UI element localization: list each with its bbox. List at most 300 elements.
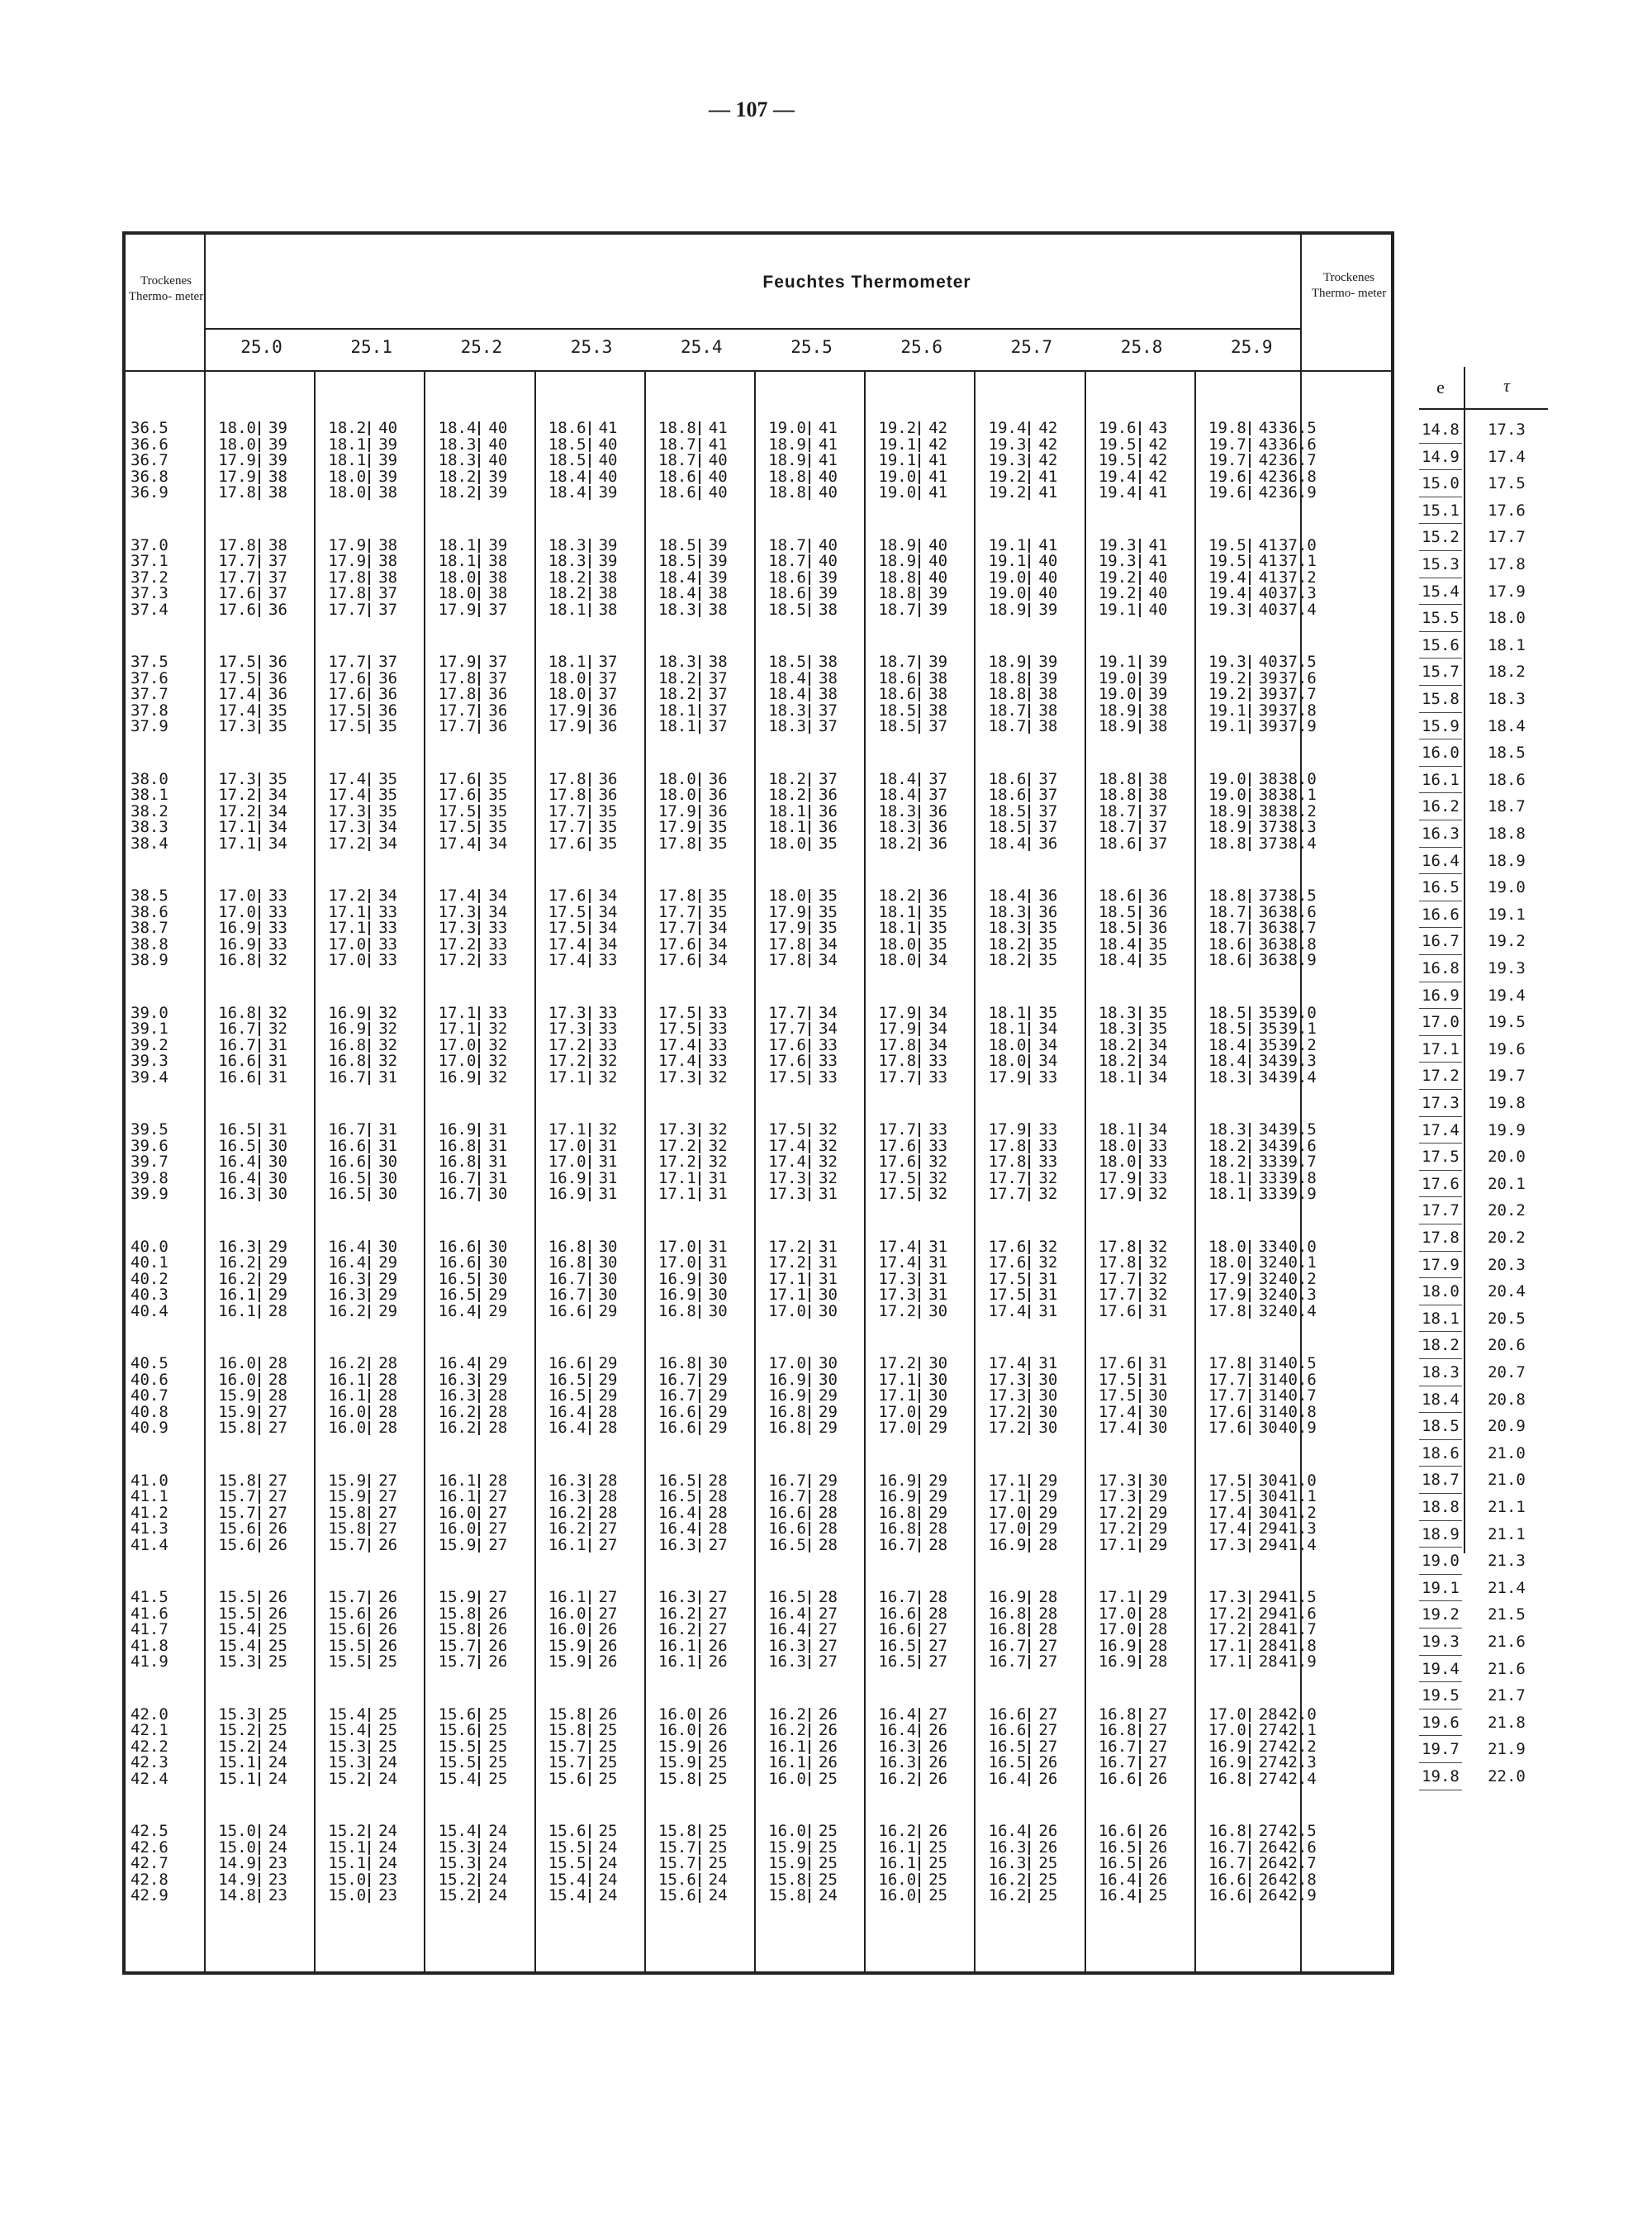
humidity-value: 27 <box>1038 1721 1058 1740</box>
cell-separator <box>919 486 920 500</box>
dewpoint-value: 17.6 <box>328 668 367 687</box>
cell-separator <box>699 1607 700 1621</box>
side-table-row <box>1419 1359 1548 1386</box>
dewpoint-value: 18.0 <box>1208 1237 1246 1256</box>
dewpoint-value: 17.0 <box>1208 1721 1246 1740</box>
dewpoint-value: 16.8 <box>438 1153 477 1172</box>
humidity-value: 28 <box>268 1386 287 1405</box>
cell-separator <box>1249 603 1251 617</box>
humidity-value: 39 <box>819 568 838 587</box>
dewpoint-value: 18.4 <box>658 584 696 603</box>
cell-separator <box>589 1708 591 1722</box>
dewpoint-value: 19.5 <box>1098 451 1137 470</box>
humidity-value: 37 <box>1258 887 1278 905</box>
cell-separator <box>1028 1841 1030 1855</box>
humidity-value: 25 <box>378 1737 398 1756</box>
humidity-value: 26 <box>598 1620 618 1639</box>
humidity-value: 37 <box>1038 786 1058 805</box>
dewpoint-value: 18.1 <box>1208 1185 1246 1204</box>
dewpoint-value: 18.7 <box>878 653 917 671</box>
cell-separator <box>478 837 480 851</box>
cell-separator <box>1028 1357 1030 1371</box>
cell-separator <box>589 470 591 484</box>
dewpoint-value: 18.0 <box>1208 1253 1246 1272</box>
humidity-value: 42 <box>1258 483 1278 502</box>
dewpoint-value: 19.3 <box>1098 535 1137 554</box>
humidity-value: 41 <box>1148 483 1168 502</box>
humidity-value: 36 <box>268 685 287 704</box>
cell-separator <box>478 953 480 968</box>
dewpoint-value: 18.3 <box>878 818 917 837</box>
humidity-value: 39 <box>378 451 398 470</box>
cell-separator <box>589 906 591 920</box>
cell-separator <box>589 1240 591 1254</box>
dewpoint-value: 17.7 <box>878 1067 917 1086</box>
dewpoint-value: 18.4 <box>988 834 1027 853</box>
vapor-pressure-e: 18.0 <box>1422 1282 1460 1301</box>
cell-separator <box>809 1139 810 1153</box>
humidity-value: 27 <box>488 1535 508 1554</box>
dewpoint-value: 16.2 <box>328 1301 367 1320</box>
dry-temp-right: 42.0 <box>1279 1705 1317 1724</box>
humidity-value: 38 <box>378 483 398 502</box>
cell-separator <box>1028 1639 1030 1653</box>
cell-separator <box>589 820 591 834</box>
cell-separator <box>919 438 920 452</box>
cell-separator <box>259 1022 260 1036</box>
dewpoint-value: 17.7 <box>878 1120 917 1139</box>
humidity-value: 26 <box>928 1753 948 1772</box>
cell-separator <box>589 554 591 568</box>
humidity-value: 27 <box>1258 1737 1278 1756</box>
dewpoint-value: 17.8 <box>218 535 256 554</box>
humidity-value: 37 <box>708 701 728 720</box>
dewpoint-value: 17.7 <box>1098 1286 1137 1305</box>
cell-separator <box>699 837 700 851</box>
humidity-value: 28 <box>928 1588 948 1606</box>
dewpoint-value: 17.4 <box>218 685 256 704</box>
dewpoint-value: 18.1 <box>1098 1067 1137 1086</box>
cell-separator <box>919 1522 920 1536</box>
humidity-value: 32 <box>708 1120 728 1139</box>
dewpoint-value: 18.4 <box>1098 934 1137 953</box>
humidity-value: 33 <box>708 1052 728 1071</box>
dewpoint-value: 18.4 <box>1098 951 1137 970</box>
vapor-pressure-e: 17.4 <box>1422 1120 1460 1139</box>
humidity-value: 30 <box>1038 1402 1058 1421</box>
cell-separator <box>368 438 370 452</box>
humidity-value: 26 <box>488 1636 508 1655</box>
dewpoint-value: 15.3 <box>218 1705 256 1724</box>
dewpoint-value: 17.4 <box>1208 1503 1246 1522</box>
cell-separator <box>809 1373 810 1387</box>
humidity-value: 31 <box>598 1153 618 1172</box>
dewpoint-value: 18.2 <box>658 668 696 687</box>
cell-separator <box>1028 1490 1030 1504</box>
humidity-value: 28 <box>1038 1535 1058 1554</box>
dewpoint-value: 17.1 <box>988 1487 1027 1506</box>
side-table-row <box>1419 1144 1548 1171</box>
dewpoint-value: 17.3 <box>1098 1487 1137 1506</box>
cell-separator <box>1028 1405 1030 1419</box>
dewpoint-value: 16.7 <box>988 1636 1027 1655</box>
cell-separator <box>1028 1187 1030 1201</box>
dry-temp-left: 42.2 <box>131 1737 169 1756</box>
humidity-value: 40 <box>598 451 618 470</box>
humidity-value: 27 <box>708 1535 728 1554</box>
dewpoint-value: 17.0 <box>438 1035 477 1054</box>
humidity-value: 34 <box>1258 1067 1278 1086</box>
cell-separator <box>368 1123 370 1137</box>
humidity-value: 30 <box>708 1269 728 1288</box>
dewpoint-value: 18.0 <box>438 568 477 587</box>
table-row <box>126 654 1391 670</box>
dewpoint-value: 16.7 <box>878 1535 917 1554</box>
dewpoint-value: 17.9 <box>1208 1269 1246 1288</box>
humidity-value: 32 <box>268 1020 287 1039</box>
cell-separator <box>478 1756 480 1770</box>
dewpoint-value: 16.1 <box>548 1588 586 1606</box>
humidity-value: 35 <box>378 769 398 788</box>
humidity-value: 29 <box>1148 1535 1168 1554</box>
humidity-value: 33 <box>708 1003 728 1022</box>
humidity-value: 33 <box>268 919 287 938</box>
cell-separator <box>1139 1256 1141 1270</box>
dewpoint-value: 15.5 <box>328 1652 367 1671</box>
humidity-value: 34 <box>1038 1020 1058 1039</box>
dry-temp-right: 38.6 <box>1279 902 1317 921</box>
dewpoint-value: 18.6 <box>768 568 806 587</box>
dewpoint-tau: 21.7 <box>1488 1686 1526 1705</box>
cell-separator <box>478 1139 480 1153</box>
cell-separator <box>699 1522 700 1536</box>
table-row <box>126 1355 1391 1372</box>
dewpoint-value: 17.7 <box>1208 1370 1246 1389</box>
cell-separator <box>368 1538 370 1552</box>
dewpoint-value: 16.5 <box>988 1753 1027 1772</box>
cell-separator <box>699 1240 700 1254</box>
humidity-value: 40 <box>708 451 728 470</box>
cell-separator <box>368 1240 370 1254</box>
cell-separator <box>1249 1022 1251 1036</box>
dewpoint-value: 15.9 <box>658 1753 696 1772</box>
humidity-value: 27 <box>488 1519 508 1538</box>
dewpoint-value: 18.1 <box>878 919 917 938</box>
cell-separator <box>1249 1071 1251 1085</box>
dewpoint-value: 17.4 <box>548 951 586 970</box>
dry-temp-right: 41.4 <box>1279 1535 1317 1554</box>
cell-separator <box>699 1623 700 1637</box>
cell-separator <box>809 539 810 553</box>
cell-separator <box>368 539 370 553</box>
dewpoint-value: 18.7 <box>878 600 917 619</box>
cell-separator <box>259 1607 260 1621</box>
dewpoint-value: 15.3 <box>438 1838 477 1857</box>
humidity-value: 25 <box>488 1721 508 1740</box>
dewpoint-value: 19.2 <box>988 483 1027 502</box>
dewpoint-value: 17.7 <box>658 919 696 938</box>
cell-separator <box>478 1389 480 1403</box>
cell-separator <box>1249 1740 1251 1754</box>
dry-temp-right: 39.1 <box>1279 1020 1317 1039</box>
cell-separator <box>478 1772 480 1786</box>
humidity-value: 30 <box>1258 1487 1278 1506</box>
humidity-value: 27 <box>268 1471 287 1490</box>
cell-separator <box>259 1039 260 1053</box>
dry-temp-right: 41.9 <box>1279 1652 1317 1671</box>
dewpoint-value: 15.7 <box>328 1588 367 1606</box>
humidity-value: 35 <box>268 701 287 720</box>
humidity-value: 29 <box>268 1269 287 1288</box>
dewpoint-value: 16.6 <box>768 1503 806 1522</box>
dewpoint-value: 17.0 <box>878 1419 917 1438</box>
cell-separator <box>589 953 591 968</box>
dewpoint-value: 19.1 <box>988 535 1027 554</box>
dewpoint-value: 18.6 <box>768 584 806 603</box>
dewpoint-value: 15.1 <box>328 1838 367 1857</box>
side-table-row <box>1419 1736 1548 1763</box>
table-row <box>126 1722 1391 1738</box>
humidity-value: 32 <box>1148 1269 1168 1288</box>
cell-separator <box>368 454 370 468</box>
cell-separator <box>1028 720 1030 734</box>
humidity-value: 33 <box>378 951 398 970</box>
cell-separator <box>1249 704 1251 718</box>
humidity-value: 29 <box>378 1253 398 1272</box>
dewpoint-value: 16.3 <box>658 1588 696 1606</box>
cell-separator <box>259 921 260 935</box>
humidity-value: 35 <box>598 834 618 853</box>
cell-separator <box>1139 1288 1141 1302</box>
humidity-value: 24 <box>598 1870 618 1889</box>
dewpoint-value: 17.0 <box>1208 1705 1246 1724</box>
cell-separator <box>589 687 591 701</box>
dewpoint-value: 15.2 <box>328 1822 367 1840</box>
side-table-row <box>1419 1063 1548 1090</box>
humidity-value: 41 <box>928 483 948 502</box>
cell-separator <box>1139 1607 1141 1621</box>
dewpoint-value: 17.0 <box>988 1519 1027 1538</box>
humidity-value: 32 <box>268 951 287 970</box>
humidity-value: 25 <box>268 1705 287 1724</box>
cell-separator <box>809 603 810 617</box>
humidity-value: 42 <box>928 435 948 454</box>
cell-separator <box>589 454 591 468</box>
dewpoint-value: 18.9 <box>768 451 806 470</box>
table-row <box>126 1254 1391 1271</box>
cell-separator <box>809 1772 810 1786</box>
dewpoint-value: 16.6 <box>1208 1886 1246 1905</box>
humidity-value: 41 <box>1038 467 1058 486</box>
cell-separator <box>1028 1240 1030 1254</box>
humidity-value: 26 <box>1038 1822 1058 1840</box>
dewpoint-value: 17.5 <box>548 902 586 921</box>
cell-separator <box>1249 486 1251 500</box>
cell-separator <box>1028 1172 1030 1186</box>
humidity-value: 32 <box>819 1168 838 1187</box>
dewpoint-value: 18.2 <box>438 483 477 502</box>
humidity-value: 38 <box>1258 786 1278 805</box>
dewpoint-value: 16.6 <box>438 1253 477 1272</box>
cell-separator <box>478 1357 480 1371</box>
cell-separator <box>368 672 370 686</box>
cell-separator <box>919 571 920 585</box>
humidity-value: 32 <box>1038 1237 1058 1256</box>
humidity-value: 31 <box>928 1286 948 1305</box>
dewpoint-value: 17.2 <box>548 1035 586 1054</box>
dewpoint-value: 16.3 <box>878 1753 917 1772</box>
humidity-value: 35 <box>708 902 728 921</box>
humidity-value: 32 <box>598 1052 618 1071</box>
humidity-value: 32 <box>378 1052 398 1071</box>
cell-separator <box>1249 672 1251 686</box>
side-table-row <box>1419 982 1548 1010</box>
dewpoint-value: 16.6 <box>328 1153 367 1172</box>
cell-separator <box>368 1357 370 1371</box>
dewpoint-value: 17.0 <box>768 1354 806 1372</box>
humidity-value: 30 <box>488 1253 508 1272</box>
humidity-value: 33 <box>1038 1136 1058 1155</box>
dewpoint-value: 18.3 <box>768 717 806 736</box>
humidity-value: 37 <box>708 668 728 687</box>
dry-temp-right: 41.6 <box>1279 1604 1317 1623</box>
cell-separator <box>1139 1405 1141 1419</box>
cell-separator <box>809 1824 810 1838</box>
humidity-value: 26 <box>708 1652 728 1671</box>
dewpoint-value: 19.0 <box>768 419 806 437</box>
humidity-value: 37 <box>1038 801 1058 820</box>
dewpoint-value: 17.3 <box>768 1168 806 1187</box>
cell-separator <box>919 1172 920 1186</box>
dewpoint-value: 18.0 <box>658 769 696 788</box>
dewpoint-tau: 20.3 <box>1488 1255 1526 1274</box>
cell-separator <box>368 1506 370 1520</box>
dewpoint-value: 16.7 <box>658 1386 696 1405</box>
row-group <box>126 654 1391 769</box>
cell-separator <box>259 1841 260 1855</box>
humidity-value: 33 <box>1038 1120 1058 1139</box>
cell-separator <box>478 486 480 500</box>
dewpoint-value: 17.1 <box>988 1471 1027 1490</box>
dewpoint-value: 18.5 <box>658 552 696 571</box>
cell-separator <box>919 889 920 903</box>
cell-separator <box>478 1373 480 1387</box>
humidity-value: 29 <box>1148 1487 1168 1506</box>
humidity-value: 35 <box>488 818 508 837</box>
humidity-value: 34 <box>708 934 728 953</box>
humidity-value: 29 <box>928 1419 948 1438</box>
humidity-value: 31 <box>598 1168 618 1187</box>
dewpoint-value: 16.1 <box>658 1652 696 1671</box>
dry-temp-right: 39.8 <box>1279 1168 1317 1187</box>
side-table-row <box>1419 1413 1548 1440</box>
dry-temp-left: 36.6 <box>131 435 169 454</box>
dewpoint-value: 17.2 <box>658 1153 696 1172</box>
side-table-row <box>1419 1009 1548 1036</box>
humidity-value: 26 <box>1258 1854 1278 1873</box>
humidity-value: 39 <box>1148 668 1168 687</box>
cell-separator <box>589 587 591 601</box>
dewpoint-value: 16.1 <box>438 1471 477 1490</box>
dewpoint-value: 17.8 <box>1208 1301 1246 1320</box>
humidity-value: 35 <box>1038 919 1058 938</box>
humidity-value: 36 <box>268 600 287 619</box>
cell-separator <box>919 1724 920 1738</box>
humidity-value: 42 <box>1148 451 1168 470</box>
vapor-pressure-e: 19.1 <box>1422 1578 1460 1597</box>
dewpoint-value: 16.0 <box>548 1620 586 1639</box>
humidity-value: 29 <box>819 1471 838 1490</box>
cell-separator <box>1028 1873 1030 1887</box>
dewpoint-value: 16.4 <box>438 1354 477 1372</box>
cell-separator <box>919 1187 920 1201</box>
humidity-value: 35 <box>1148 1020 1168 1039</box>
cell-separator <box>1139 655 1141 669</box>
table-row <box>126 1069 1391 1086</box>
humidity-value: 27 <box>378 1471 398 1490</box>
dewpoint-value: 18.1 <box>548 653 586 671</box>
humidity-value: 36 <box>1148 887 1168 905</box>
humidity-value: 33 <box>268 902 287 921</box>
dewpoint-value: 17.3 <box>438 919 477 938</box>
humidity-value: 35 <box>1148 934 1168 953</box>
cell-separator <box>589 571 591 585</box>
humidity-value: 29 <box>1038 1503 1058 1522</box>
dewpoint-value: 18.5 <box>988 801 1027 820</box>
dewpoint-value: 17.3 <box>988 1370 1027 1389</box>
dry-temp-left: 42.8 <box>131 1870 169 1889</box>
cell-separator <box>1028 704 1030 718</box>
dewpoint-value: 17.0 <box>548 1136 586 1155</box>
dewpoint-value: 16.8 <box>218 1003 256 1022</box>
humidity-value: 32 <box>1148 1286 1168 1305</box>
dewpoint-value: 15.4 <box>218 1636 256 1655</box>
cell-separator <box>368 1305 370 1319</box>
cell-separator <box>1249 1841 1251 1855</box>
cell-separator <box>589 773 591 787</box>
humidity-value: 39 <box>268 451 287 470</box>
humidity-value: 39 <box>1258 685 1278 704</box>
humidity-value: 28 <box>268 1370 287 1389</box>
cell-separator <box>809 1857 810 1871</box>
cell-separator <box>699 1123 700 1137</box>
dewpoint-value: 16.5 <box>1098 1838 1137 1857</box>
cell-separator <box>259 1724 260 1738</box>
humidity-value: 35 <box>708 834 728 853</box>
humidity-value: 36 <box>268 668 287 687</box>
dewpoint-value: 15.6 <box>548 1822 586 1840</box>
humidity-value: 27 <box>1258 1721 1278 1740</box>
humidity-value: 30 <box>378 1168 398 1187</box>
cell-separator <box>589 1305 591 1319</box>
humidity-value: 30 <box>1258 1471 1278 1490</box>
dewpoint-value: 16.4 <box>658 1519 696 1538</box>
cell-separator <box>1249 1389 1251 1403</box>
cell-separator <box>259 889 260 903</box>
cell-separator <box>589 1022 591 1036</box>
cell-separator <box>1028 672 1030 686</box>
cell-separator <box>478 421 480 435</box>
humidity-value: 27 <box>488 1588 508 1606</box>
dewpoint-value: 18.6 <box>658 483 696 502</box>
dewpoint-value: 17.6 <box>548 834 586 853</box>
side-table-row <box>1419 524 1548 551</box>
humidity-value: 27 <box>819 1620 838 1639</box>
humidity-value: 31 <box>1038 1286 1058 1305</box>
dewpoint-value: 16.5 <box>988 1737 1027 1756</box>
dry-temp-left: 42.1 <box>131 1721 169 1740</box>
humidity-value: 37 <box>488 653 508 671</box>
